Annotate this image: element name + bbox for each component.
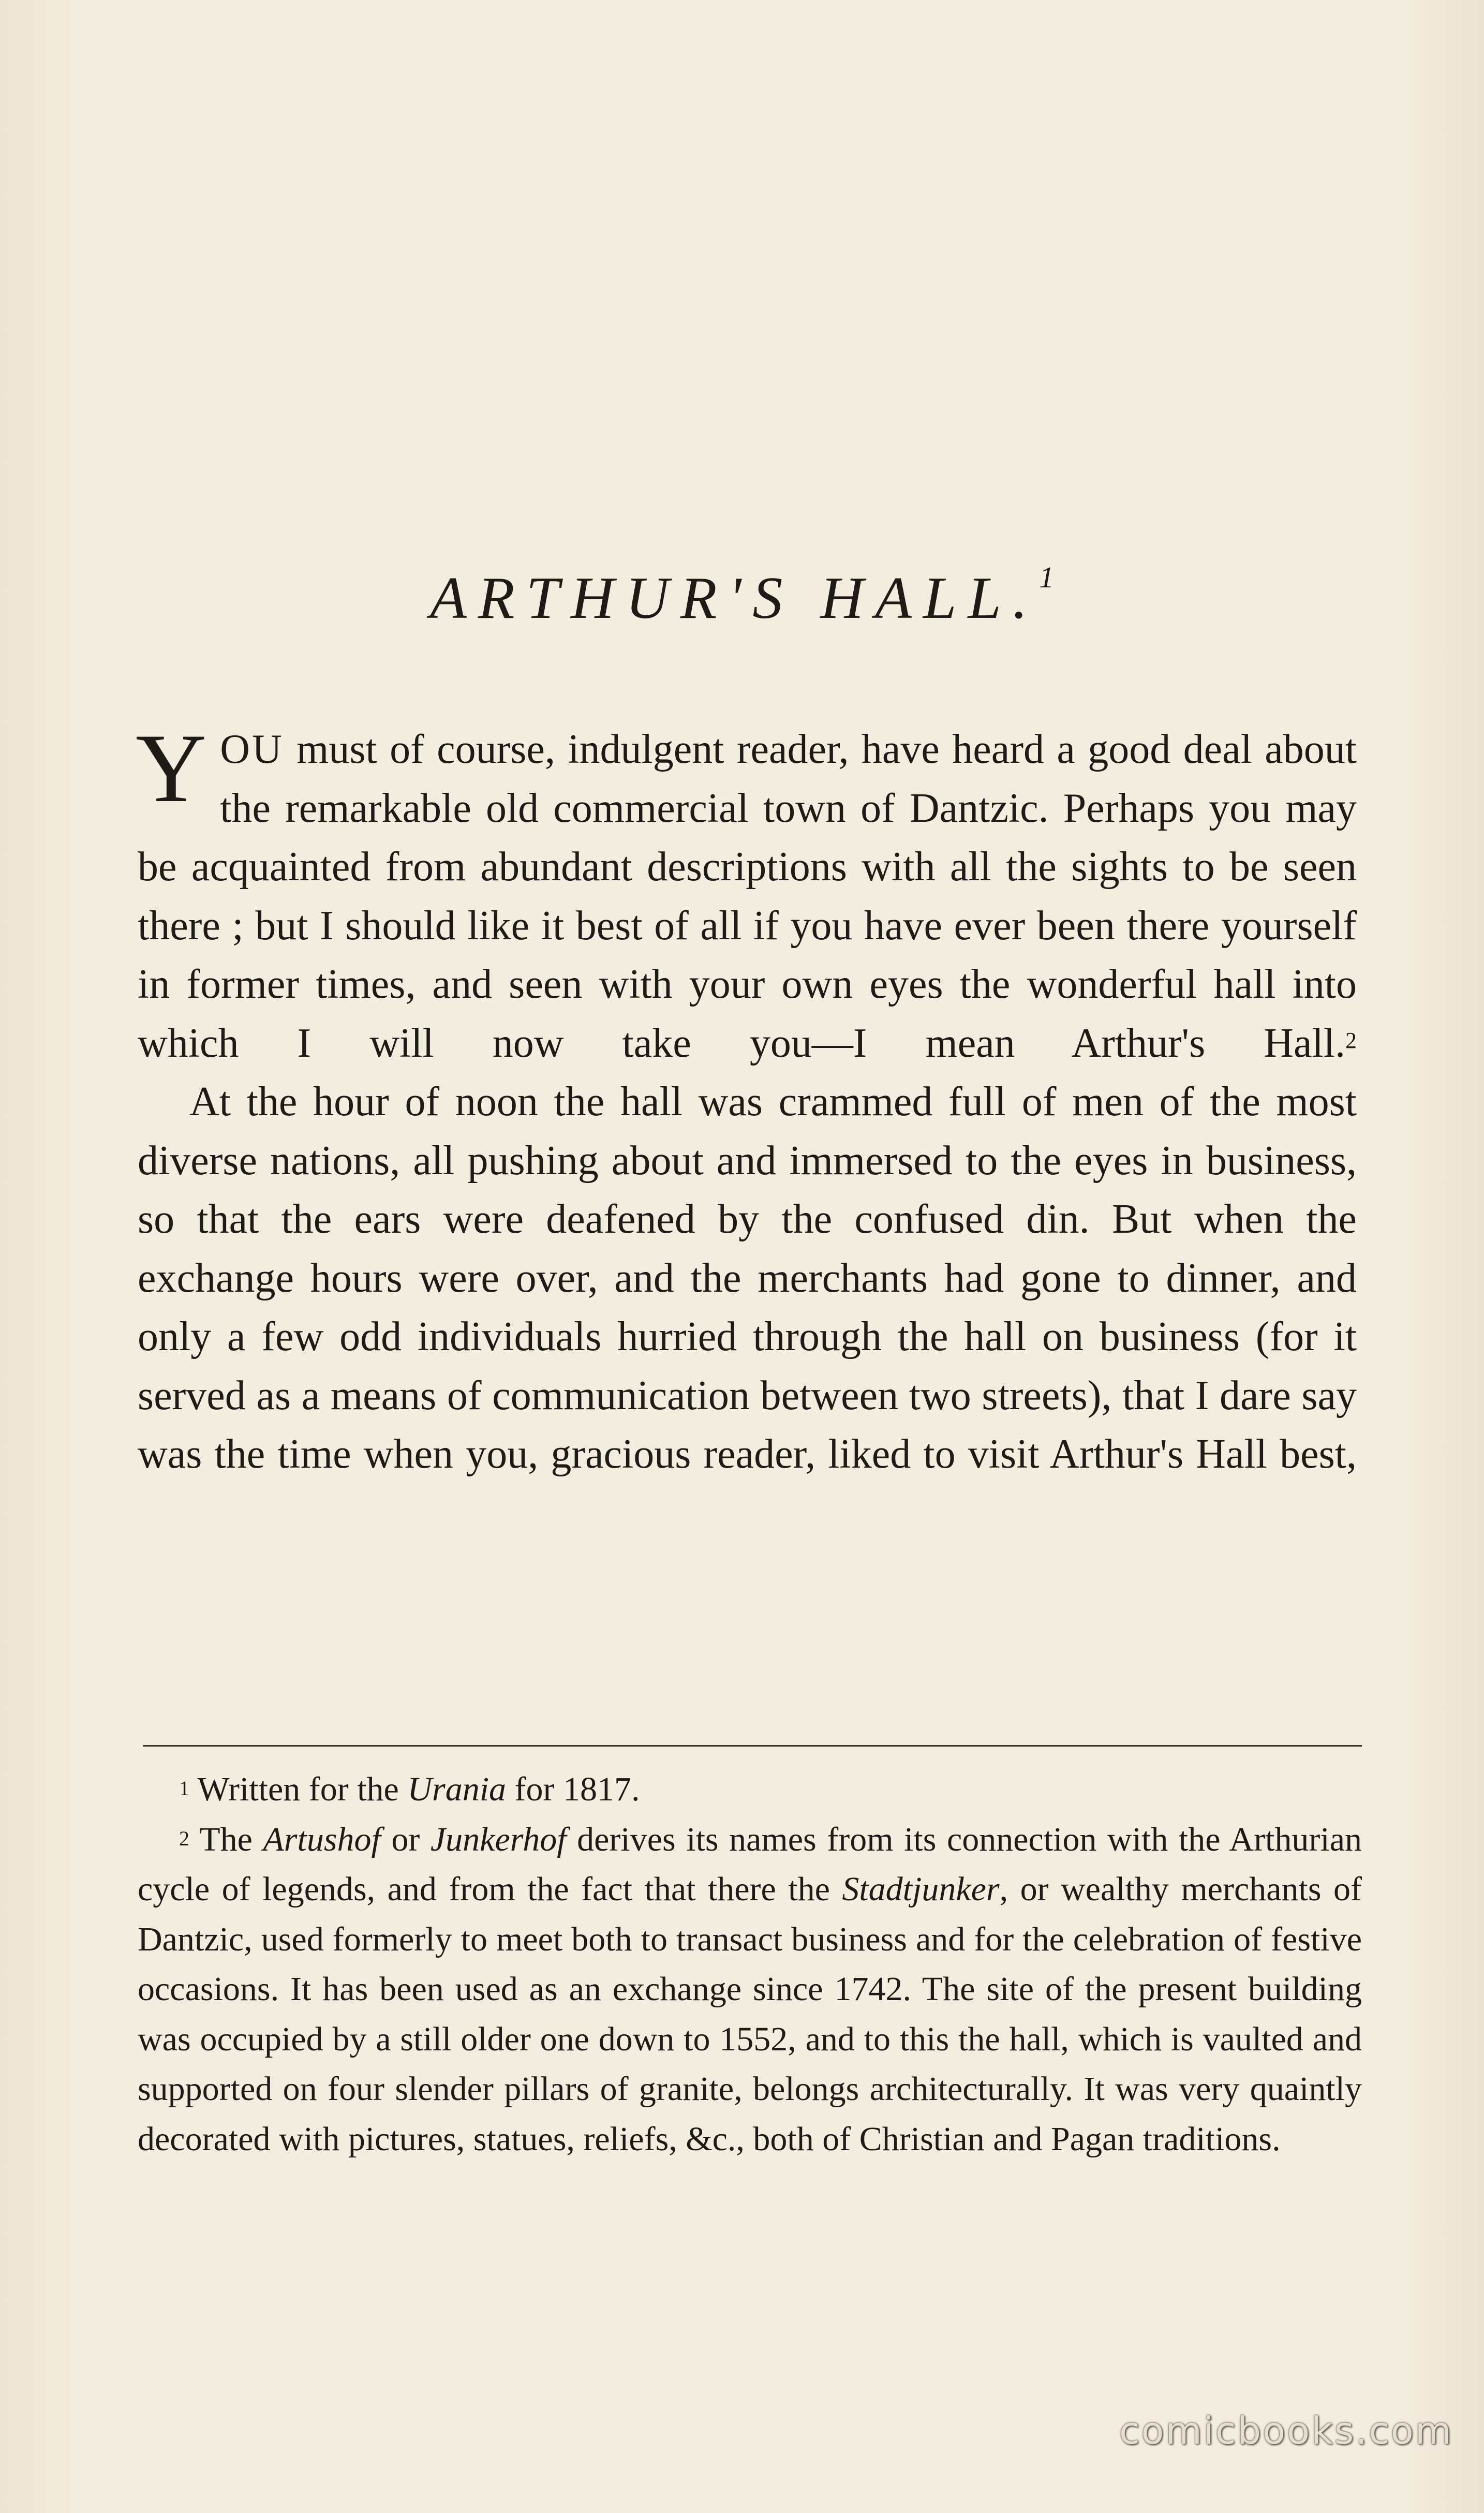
footnote-2-mark: 2 <box>179 1826 189 1850</box>
chapter-title-text: ARTHUR'S HALL. <box>429 565 1040 631</box>
footnote-2-g: , or wealthy merchants of Dantzic, used formerly to meet both to transact business and for the celebration of festive occasions. It has been used as an exchange since 1742. The site of the present building was occupied by a still older one down to 1552, and to this the hall, which is vaulted and supported on four slender pillars of granite, belongs architecturally. It was very quaintly decorated with pictures, statues, reliefs, &c., both of Christian and Pagan traditions. <box>138 1870 1362 2158</box>
footnote-2-c: or <box>380 1820 431 1858</box>
footnote-1-mark: 1 <box>179 1777 189 1800</box>
footnote-2-artushof: Artushof <box>263 1820 381 1858</box>
footnote-2-a: The <box>199 1820 263 1858</box>
footnote-2-stadtjunker: Stadtjunker <box>842 1870 1000 1908</box>
footnote-divider <box>143 1745 1362 1747</box>
footnote-2 <box>138 1815 1362 2165</box>
footnote-2-e: derives its names from its connection with the Arthurian cycle of legends, and from the fact that there the <box>138 1820 1362 1908</box>
footnote-1-text: Written for the <box>197 1770 408 1808</box>
paragraph-1-text: must of course, indulgent reader, have heard a good deal about the remarkable old commercial town of Dantzic. Perhaps you may be acquainted from abundant descriptions with all the sights to be seen there ; but I should like it best of all if you have ever been there yourself in former times, and seen with your own eyes the wonderful hall into which I will now take you—I mean Arthur's Hall. <box>138 727 1357 1066</box>
footnote-ref-2: 2 <box>1345 1027 1357 1053</box>
opening-word: OU <box>220 727 284 772</box>
title-footnote-mark: 1 <box>1039 560 1055 594</box>
footnote-2-junkerhof: Junkerhof <box>430 1820 567 1858</box>
watermark-logo: comicbooks.com <box>1119 2409 1453 2452</box>
footnotes <box>138 1765 1362 2164</box>
paragraph-1 <box>136 714 1357 1073</box>
footnote-1-italic: Urania <box>407 1770 507 1808</box>
paragraph-2: At the hour of noon the hall was crammed full of men of the most diverse nations, all pushing about and immersed to the eyes in business, so that the ears were deafened by the confused din. But when the exchange hours were over, and the merchants had gone to dinner, and only a few odd individuals hurried through the hall on business (for it served as a means of communication between two streets), that I dare say was the time when you, gracious reader, liked to visit Arthur's Hall best, <box>138 1079 1357 1477</box>
chapter-title <box>0 560 1484 633</box>
drop-cap: Y <box>136 714 207 823</box>
footnote-1 <box>138 1765 1362 1815</box>
footnote-1-suffix: for 1817. <box>506 1770 640 1808</box>
body-text <box>136 714 1357 1484</box>
